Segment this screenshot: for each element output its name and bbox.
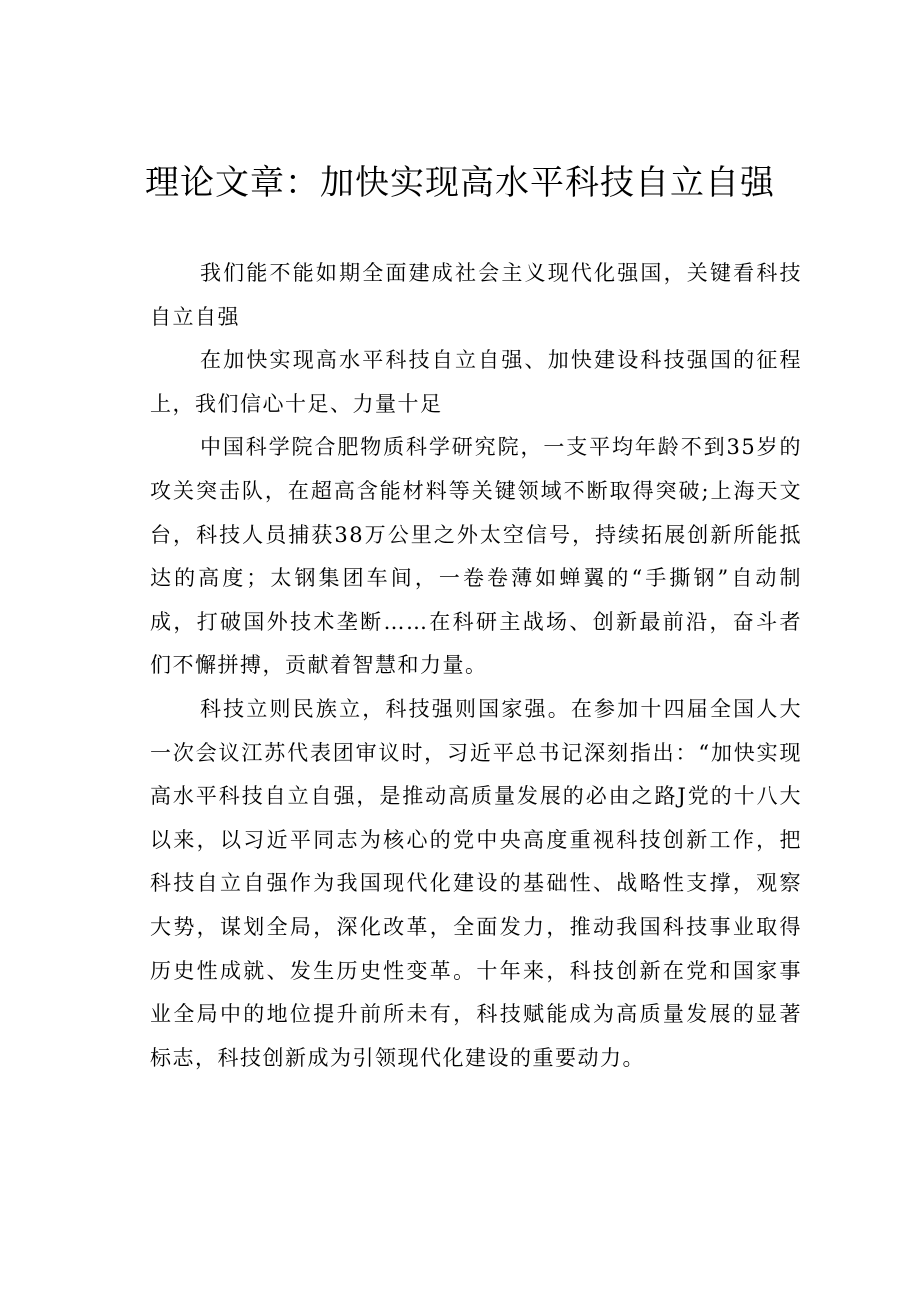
document-title: 理论文章：加快实现高水平科技自立自强	[145, 163, 775, 203]
paragraph-4: 科技立则民族立，科技强则国家强。在参加十四届全国人大一次会议江苏代表团审议时，习近平总书记深刻指出：“加快实现高水平科技自立自强，是推动高质量发展的必由之路J党的十八大以来，以习近平同志为核心的党中央高度重视科技创新工作，把科技自立自强作为我国现代化建设的基础性、战略性支撑，观察大势，谋划全局，深化改革，全面发力，推动我国科技事业取得历史性成就、发生历史性变革。十年来，科技创新在党和国家事业全局中的地位提升前所未有，科技赋能成为高质量发展的显著标志，科技创新成为引领现代化建设的重要动力。	[150, 696, 802, 1070]
paragraph-1: 我们能不能如期全面建成社会主义现代化强国，关键看科技自立自强	[150, 261, 802, 329]
paragraph-2: 在加快实现高水平科技自立自强、加快建设科技强国的征程上，我们信心十足、力量十足	[150, 348, 802, 416]
document-body	[150, 252, 802, 1080]
paragraph-3: 中国科学院合肥物质科学研究院，一支平均年龄不到35岁的攻关突击队，在超高含能材料等关键领域不断取得突破;上海天文台，科技人员捕获38万公里之外太空信号，持续拓展创新所能抵达的高度；太钢集团车间，一卷卷薄如蝉翼的“手撕钢”自动制成，打破国外技术垄断……在科研主战场、创新最前沿，奋斗者们不懈拼搏，贡献着智慧和力量。	[150, 435, 802, 678]
